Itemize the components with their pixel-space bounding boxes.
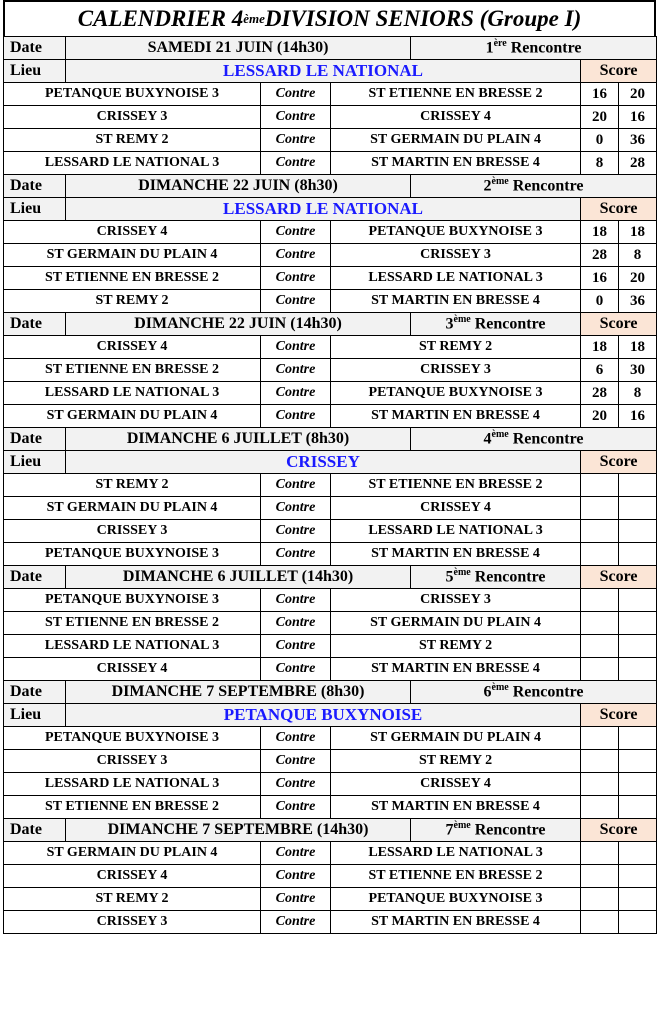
round-date-row <box>4 175 657 198</box>
round-number <box>411 566 581 589</box>
versus-label: Contre <box>261 750 331 773</box>
away-score <box>619 773 657 796</box>
venue-name: LESSARD LE NATIONAL <box>66 198 581 221</box>
round-date: DIMANCHE 22 JUIN (8h30) <box>66 175 411 198</box>
round-number <box>411 175 657 198</box>
away-score <box>619 911 657 934</box>
match-row <box>4 888 657 911</box>
versus-label: Contre <box>261 520 331 543</box>
away-team: ST MARTIN EN BRESSE 4 <box>331 796 581 819</box>
round-number <box>411 681 657 704</box>
home-team: LESSARD LE NATIONAL 3 <box>4 635 261 658</box>
away-score: 20 <box>619 83 657 106</box>
home-team: CRISSEY 4 <box>4 658 261 681</box>
home-score <box>581 589 619 612</box>
venue-name: LESSARD LE NATIONAL <box>66 60 581 83</box>
home-team: CRISSEY 3 <box>4 750 261 773</box>
home-score: 16 <box>581 83 619 106</box>
round-date-row <box>4 428 657 451</box>
score-header: Score <box>581 451 657 474</box>
home-team: ST REMY 2 <box>4 474 261 497</box>
home-score <box>581 612 619 635</box>
away-team: ST MARTIN EN BRESSE 4 <box>331 405 581 428</box>
versus-label: Contre <box>261 290 331 313</box>
match-row <box>4 290 657 313</box>
home-score <box>581 497 619 520</box>
away-team: ST ETIENNE EN BRESSE 2 <box>331 474 581 497</box>
round-venue-row <box>4 60 657 83</box>
round-date: SAMEDI 21 JUIN (14h30) <box>66 37 411 60</box>
away-team: LESSARD LE NATIONAL 3 <box>331 520 581 543</box>
round-date: DIMANCHE 6 JUILLET (14h30) <box>66 566 411 589</box>
home-team: LESSARD LE NATIONAL 3 <box>4 773 261 796</box>
versus-label: Contre <box>261 865 331 888</box>
away-score <box>619 750 657 773</box>
match-row <box>4 152 657 175</box>
home-team: ST ETIENNE EN BRESSE 2 <box>4 612 261 635</box>
away-team: CRISSEY 3 <box>331 359 581 382</box>
versus-label: Contre <box>261 589 331 612</box>
match-row <box>4 589 657 612</box>
home-score: 18 <box>581 221 619 244</box>
match-row <box>4 520 657 543</box>
home-team: CRISSEY 3 <box>4 520 261 543</box>
date-label: Date <box>4 681 66 704</box>
home-score: 18 <box>581 336 619 359</box>
score-header: Score <box>581 313 657 336</box>
home-score: 0 <box>581 129 619 152</box>
round-word: Rencontre <box>506 39 582 57</box>
round-number <box>411 819 581 842</box>
round-word: Rencontre <box>470 821 546 839</box>
versus-label: Contre <box>261 221 331 244</box>
away-score: 16 <box>619 106 657 129</box>
away-team: ST MARTIN EN BRESSE 4 <box>331 543 581 566</box>
match-row <box>4 129 657 152</box>
round-sup: ème <box>491 176 509 188</box>
round-num: 7 <box>445 821 454 839</box>
versus-label: Contre <box>261 106 331 129</box>
away-team: ST ETIENNE EN BRESSE 2 <box>331 83 581 106</box>
match-row <box>4 658 657 681</box>
venue-label: Lieu <box>4 451 66 474</box>
match-row <box>4 865 657 888</box>
versus-label: Contre <box>261 152 331 175</box>
away-score: 36 <box>619 129 657 152</box>
away-team: ST MARTIN EN BRESSE 4 <box>331 911 581 934</box>
home-score: 8 <box>581 152 619 175</box>
match-row <box>4 382 657 405</box>
match-row <box>4 773 657 796</box>
round-date-row <box>4 37 657 60</box>
date-label: Date <box>4 313 66 336</box>
home-team: PETANQUE BUXYNOISE 3 <box>4 589 261 612</box>
score-header: Score <box>581 198 657 221</box>
match-row <box>4 267 657 290</box>
match-row <box>4 336 657 359</box>
versus-label: Contre <box>261 635 331 658</box>
away-score: 8 <box>619 382 657 405</box>
away-score <box>619 865 657 888</box>
away-team: CRISSEY 4 <box>331 106 581 129</box>
match-row <box>4 244 657 267</box>
home-team: ST REMY 2 <box>4 290 261 313</box>
match-row <box>4 106 657 129</box>
page-title <box>3 0 656 36</box>
away-team: ST REMY 2 <box>331 336 581 359</box>
round-venue-row <box>4 451 657 474</box>
match-row <box>4 221 657 244</box>
versus-label: Contre <box>261 336 331 359</box>
home-team: ST GERMAIN DU PLAIN 4 <box>4 842 261 865</box>
away-score: 18 <box>619 221 657 244</box>
home-score: 20 <box>581 405 619 428</box>
match-row <box>4 359 657 382</box>
away-team: PETANQUE BUXYNOISE 3 <box>331 221 581 244</box>
round-date-row <box>4 681 657 704</box>
versus-label: Contre <box>261 405 331 428</box>
versus-label: Contre <box>261 359 331 382</box>
versus-label: Contre <box>261 796 331 819</box>
home-team: CRISSEY 3 <box>4 106 261 129</box>
round-number <box>411 428 657 451</box>
date-label: Date <box>4 37 66 60</box>
home-score <box>581 658 619 681</box>
title-part-b: DIVISION SENIORS (Groupe I) <box>264 6 582 31</box>
match-row <box>4 543 657 566</box>
round-word: Rencontre <box>470 315 546 333</box>
versus-label: Contre <box>261 612 331 635</box>
venue-label: Lieu <box>4 704 66 727</box>
away-score: 36 <box>619 290 657 313</box>
round-number <box>411 313 581 336</box>
round-word: Rencontre <box>470 568 546 586</box>
away-team: ST REMY 2 <box>331 750 581 773</box>
home-team: ST REMY 2 <box>4 888 261 911</box>
away-score: 18 <box>619 336 657 359</box>
date-label: Date <box>4 566 66 589</box>
versus-label: Contre <box>261 497 331 520</box>
schedule-body <box>4 37 657 934</box>
home-score <box>581 750 619 773</box>
home-score <box>581 635 619 658</box>
versus-label: Contre <box>261 842 331 865</box>
match-row <box>4 727 657 750</box>
away-team: ST MARTIN EN BRESSE 4 <box>331 152 581 175</box>
home-team: PETANQUE BUXYNOISE 3 <box>4 543 261 566</box>
away-team: PETANQUE BUXYNOISE 3 <box>331 382 581 405</box>
date-label: Date <box>4 819 66 842</box>
away-team: CRISSEY 3 <box>331 244 581 267</box>
home-team: CRISSEY 4 <box>4 221 261 244</box>
match-row <box>4 83 657 106</box>
round-num: 3 <box>445 315 454 333</box>
round-num: 2 <box>483 177 492 195</box>
round-number <box>411 37 657 60</box>
round-date: DIMANCHE 6 JUILLET (8h30) <box>66 428 411 451</box>
round-date: DIMANCHE 7 SEPTEMBRE (8h30) <box>66 681 411 704</box>
home-score: 0 <box>581 290 619 313</box>
round-num: 1 <box>485 39 494 57</box>
home-team: ST ETIENNE EN BRESSE 2 <box>4 267 261 290</box>
away-score: 8 <box>619 244 657 267</box>
away-team: CRISSEY 4 <box>331 497 581 520</box>
home-team: PETANQUE BUXYNOISE 3 <box>4 83 261 106</box>
away-score <box>619 474 657 497</box>
home-team: LESSARD LE NATIONAL 3 <box>4 152 261 175</box>
match-row <box>4 405 657 428</box>
round-num: 5 <box>445 568 454 586</box>
venue-label: Lieu <box>4 198 66 221</box>
away-team: ST MARTIN EN BRESSE 4 <box>331 290 581 313</box>
round-sup: ème <box>453 820 471 832</box>
away-team: ST MARTIN EN BRESSE 4 <box>331 658 581 681</box>
home-score <box>581 865 619 888</box>
home-score <box>581 888 619 911</box>
versus-label: Contre <box>261 658 331 681</box>
venue-name: CRISSEY <box>66 451 581 474</box>
venue-name: PETANQUE BUXYNOISE <box>66 704 581 727</box>
home-score <box>581 474 619 497</box>
round-word: Rencontre <box>508 430 584 448</box>
home-score <box>581 911 619 934</box>
date-label: Date <box>4 175 66 198</box>
home-team: ST REMY 2 <box>4 129 261 152</box>
away-score <box>619 497 657 520</box>
date-label: Date <box>4 428 66 451</box>
versus-label: Contre <box>261 888 331 911</box>
match-row <box>4 750 657 773</box>
versus-label: Contre <box>261 129 331 152</box>
versus-label: Contre <box>261 911 331 934</box>
schedule-table <box>3 36 657 934</box>
round-sup: ème <box>491 682 509 694</box>
calendar-page <box>3 0 656 934</box>
versus-label: Contre <box>261 382 331 405</box>
versus-label: Contre <box>261 267 331 290</box>
match-row <box>4 911 657 934</box>
round-venue-row <box>4 198 657 221</box>
home-team: ST GERMAIN DU PLAIN 4 <box>4 244 261 267</box>
away-team: PETANQUE BUXYNOISE 3 <box>331 888 581 911</box>
away-team: ST REMY 2 <box>331 635 581 658</box>
title-part-a: CALENDRIER 4 <box>77 6 244 31</box>
home-score: 28 <box>581 244 619 267</box>
versus-label: Contre <box>261 543 331 566</box>
round-sup: ème <box>491 429 509 441</box>
match-row <box>4 635 657 658</box>
away-score <box>619 842 657 865</box>
away-score <box>619 589 657 612</box>
match-row <box>4 612 657 635</box>
away-score: 16 <box>619 405 657 428</box>
away-score: 28 <box>619 152 657 175</box>
round-sup: ème <box>453 314 471 326</box>
round-sup: ère <box>493 38 507 50</box>
away-score: 30 <box>619 359 657 382</box>
home-team: LESSARD LE NATIONAL 3 <box>4 382 261 405</box>
match-row <box>4 796 657 819</box>
home-score: 20 <box>581 106 619 129</box>
home-team: CRISSEY 4 <box>4 865 261 888</box>
away-score <box>619 796 657 819</box>
round-date: DIMANCHE 7 SEPTEMBRE (14h30) <box>66 819 411 842</box>
away-team: ST GERMAIN DU PLAIN 4 <box>331 727 581 750</box>
round-date-row <box>4 313 657 336</box>
round-date: DIMANCHE 22 JUIN (14h30) <box>66 313 411 336</box>
home-team: ST ETIENNE EN BRESSE 2 <box>4 796 261 819</box>
home-team: ST GERMAIN DU PLAIN 4 <box>4 405 261 428</box>
score-header: Score <box>581 566 657 589</box>
away-team: ST GERMAIN DU PLAIN 4 <box>331 612 581 635</box>
home-score <box>581 842 619 865</box>
home-score <box>581 520 619 543</box>
away-score <box>619 727 657 750</box>
home-team: CRISSEY 4 <box>4 336 261 359</box>
round-date-row <box>4 566 657 589</box>
away-team: ST GERMAIN DU PLAIN 4 <box>331 129 581 152</box>
home-score <box>581 796 619 819</box>
home-score <box>581 727 619 750</box>
away-score <box>619 658 657 681</box>
round-num: 6 <box>483 683 492 701</box>
round-num: 4 <box>483 430 492 448</box>
home-score: 16 <box>581 267 619 290</box>
title-sup: ème <box>243 11 265 26</box>
away-team: CRISSEY 3 <box>331 589 581 612</box>
home-team: CRISSEY 3 <box>4 911 261 934</box>
versus-label: Contre <box>261 727 331 750</box>
score-header: Score <box>581 704 657 727</box>
venue-label: Lieu <box>4 60 66 83</box>
score-header: Score <box>581 819 657 842</box>
round-word: Rencontre <box>508 177 584 195</box>
versus-label: Contre <box>261 83 331 106</box>
round-date-row <box>4 819 657 842</box>
away-score <box>619 888 657 911</box>
away-score <box>619 612 657 635</box>
versus-label: Contre <box>261 474 331 497</box>
home-score <box>581 543 619 566</box>
match-row <box>4 842 657 865</box>
home-team: PETANQUE BUXYNOISE 3 <box>4 727 261 750</box>
match-row <box>4 497 657 520</box>
round-venue-row <box>4 704 657 727</box>
versus-label: Contre <box>261 244 331 267</box>
round-sup: ème <box>453 567 471 579</box>
versus-label: Contre <box>261 773 331 796</box>
away-score <box>619 543 657 566</box>
away-score <box>619 520 657 543</box>
away-score: 20 <box>619 267 657 290</box>
home-team: ST ETIENNE EN BRESSE 2 <box>4 359 261 382</box>
away-team: LESSARD LE NATIONAL 3 <box>331 267 581 290</box>
score-header: Score <box>581 60 657 83</box>
home-team: ST GERMAIN DU PLAIN 4 <box>4 497 261 520</box>
away-team: LESSARD LE NATIONAL 3 <box>331 842 581 865</box>
home-score: 6 <box>581 359 619 382</box>
away-team: ST ETIENNE EN BRESSE 2 <box>331 865 581 888</box>
round-word: Rencontre <box>508 683 584 701</box>
away-score <box>619 635 657 658</box>
match-row <box>4 474 657 497</box>
home-score: 28 <box>581 382 619 405</box>
away-team: CRISSEY 4 <box>331 773 581 796</box>
home-score <box>581 773 619 796</box>
